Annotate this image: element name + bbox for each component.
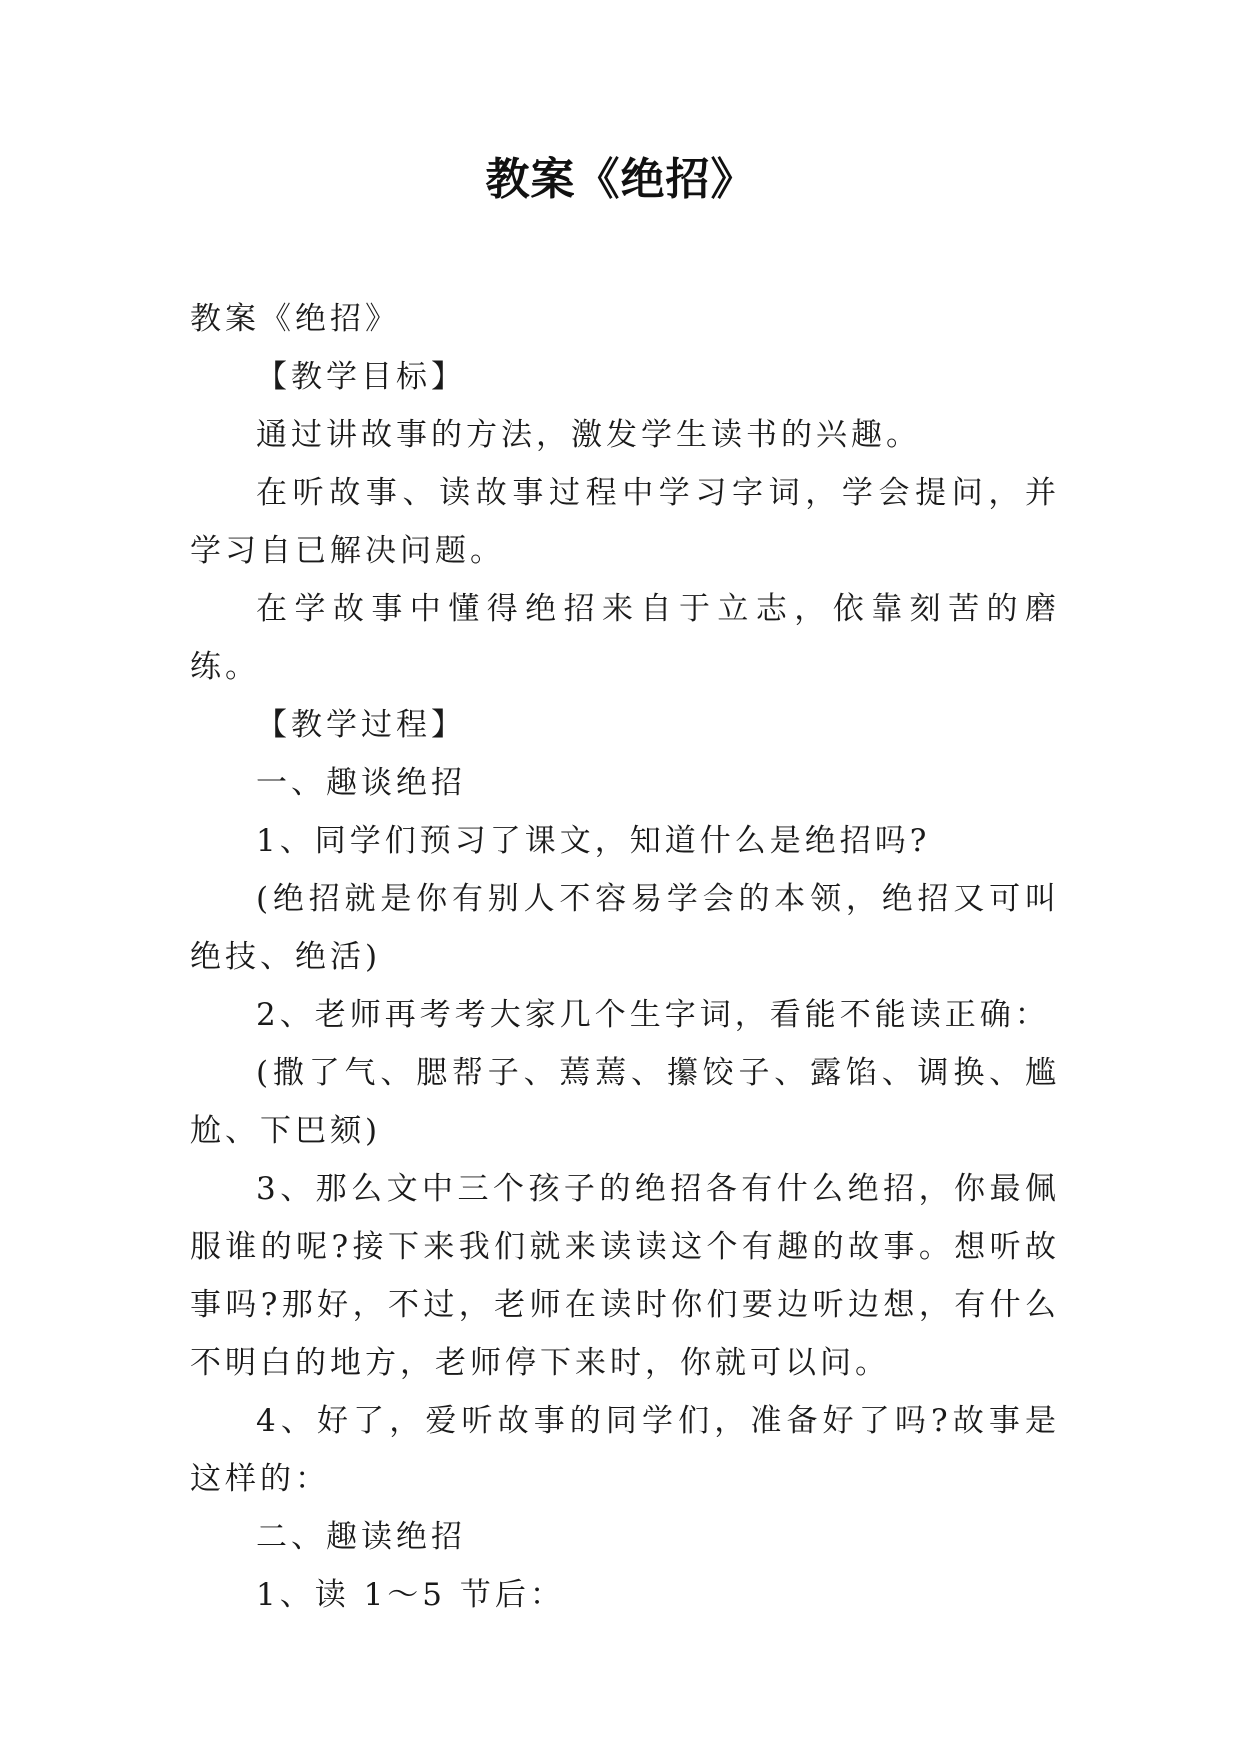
paragraph-step-3: 3、那么文中三个孩子的绝招各有什么绝招，你最佩服谁的呢?接下来我们就来读读这个有趣的故事。想听故事吗?那好，不过，老师在读时你们要边听边想，有什么不明白的地方，老师停下来时，你就可以问。: [190, 1171, 1060, 1381]
paragraph-part-1-heading: 一、趣谈绝招: [256, 765, 466, 801]
paragraph-step-1: 1、同学们预习了课文，知道什么是绝招吗?: [256, 823, 931, 859]
document-body: [190, 290, 1060, 1624]
paragraph-step-2: 2、老师再考考大家几个生字词，看能不能读正确：: [256, 997, 1050, 1033]
paragraph-step-1-note: (绝招就是你有别人不容易学会的本领，绝招又可叫绝技、绝活): [190, 881, 1060, 975]
paragraph-section-goals: 【教学目标】: [256, 359, 466, 395]
paragraph-part-2-step-1: 1、读 1～5 节后：: [256, 1577, 565, 1613]
paragraph-goal-1: 通过讲故事的方法，激发学生读书的兴趣。: [256, 417, 921, 453]
paragraph-section-process: 【教学过程】: [256, 707, 466, 743]
paragraph-goal-2: 在听故事、读故事过程中学习字词，学会提问，并学习自已解决问题。: [190, 475, 1060, 569]
paragraph-heading: 教案《绝招》: [190, 301, 400, 337]
paragraph-part-2-heading: 二、趣读绝招: [256, 1519, 466, 1555]
paragraph-goal-3: 在学故事中懂得绝招来自于立志，依靠刻苦的磨练。: [190, 591, 1060, 685]
paragraph-step-4: 4、好了，爱听故事的同学们，准备好了吗?故事是这样的：: [190, 1403, 1060, 1497]
document-title: 教案《绝招》: [485, 154, 756, 205]
paragraph-step-2-words: (撒了气、腮帮子、蔫蔫、攥饺子、露馅、调换、尴尬、下巴颏): [190, 1055, 1060, 1149]
